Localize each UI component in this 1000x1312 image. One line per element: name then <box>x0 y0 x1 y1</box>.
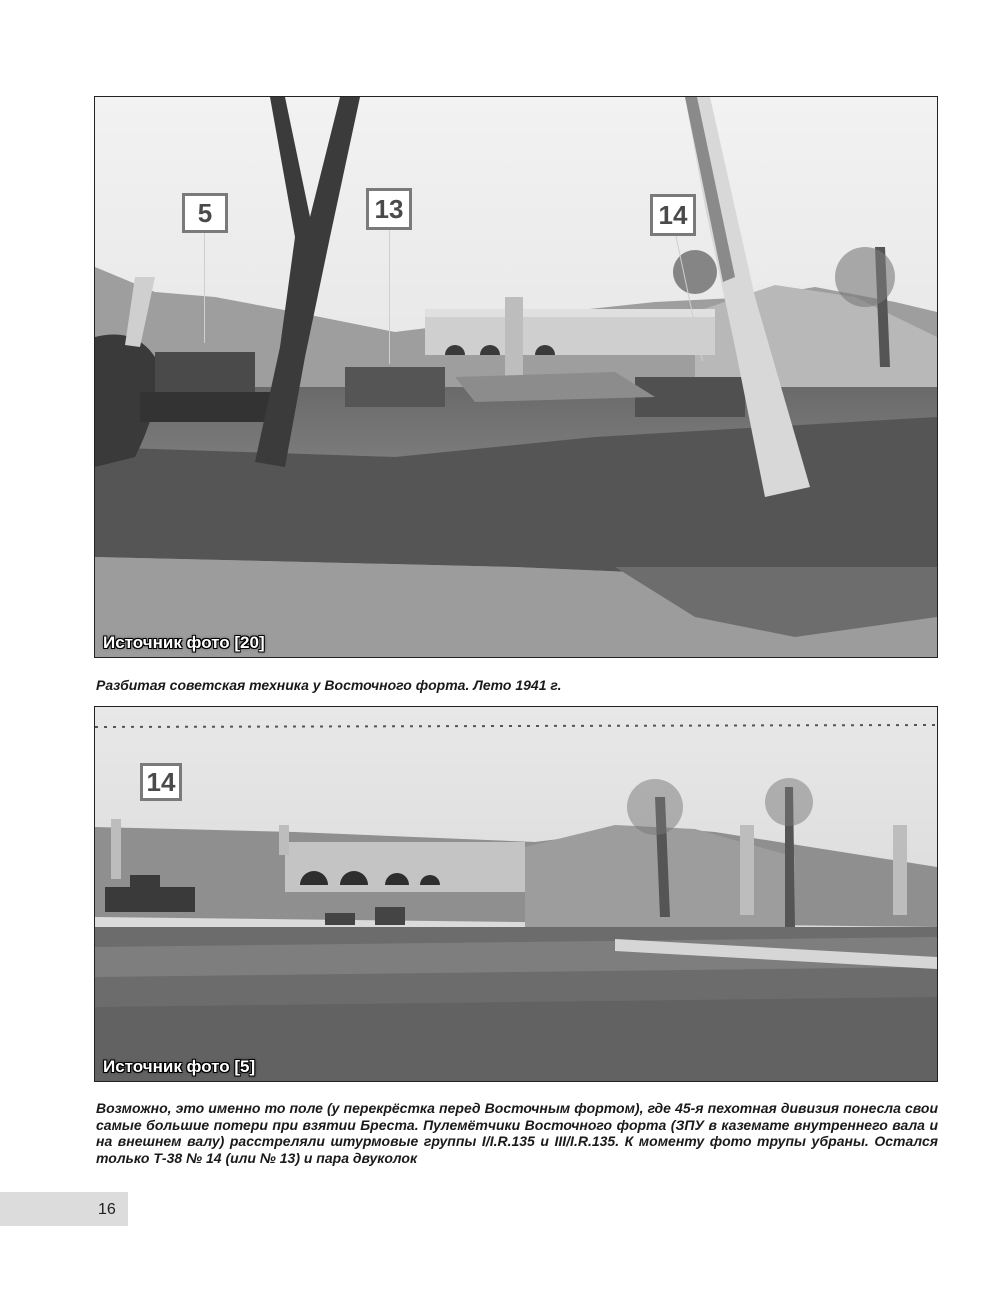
vehicle-marker-14: 14 <box>650 194 696 236</box>
photo-caption: Возможно, это именно то поле (у перекрёстка перед Восточным фортом), где 45-я пехотная дивизия понесла свои самые большие потери при взятии Бреста. Пулемётчики Восточного форта (ЗПУ в каземате внутреннего вала и на внешнем валу) расстреляли штурмовые группы I/I.R.135 и III/I.R.135. К моменту фото трупы убраны. Остался только Т-38 № 14 (или № 13) и пара двуколок <box>96 1100 938 1166</box>
photo-caption: Разбитая советская техника у Восточного форта. Лето 1941 г. <box>96 677 562 693</box>
photo-destroyed-vehicles <box>94 96 938 658</box>
vehicle-marker-14: 14 <box>140 763 182 801</box>
vehicle-marker-13: 13 <box>366 188 412 230</box>
photo-field-east-fort <box>94 706 938 1082</box>
marker-13-line <box>389 229 390 364</box>
page-number: 16 <box>98 1201 116 1218</box>
vehicle-marker-5: 5 <box>182 193 228 233</box>
photo-source-label: Источник фото [5] <box>103 1057 256 1076</box>
photo-image <box>95 97 937 657</box>
photo-image <box>95 707 937 1081</box>
marker-5-line <box>204 233 205 343</box>
photo-source-label: Источник фото [20] <box>103 633 265 652</box>
